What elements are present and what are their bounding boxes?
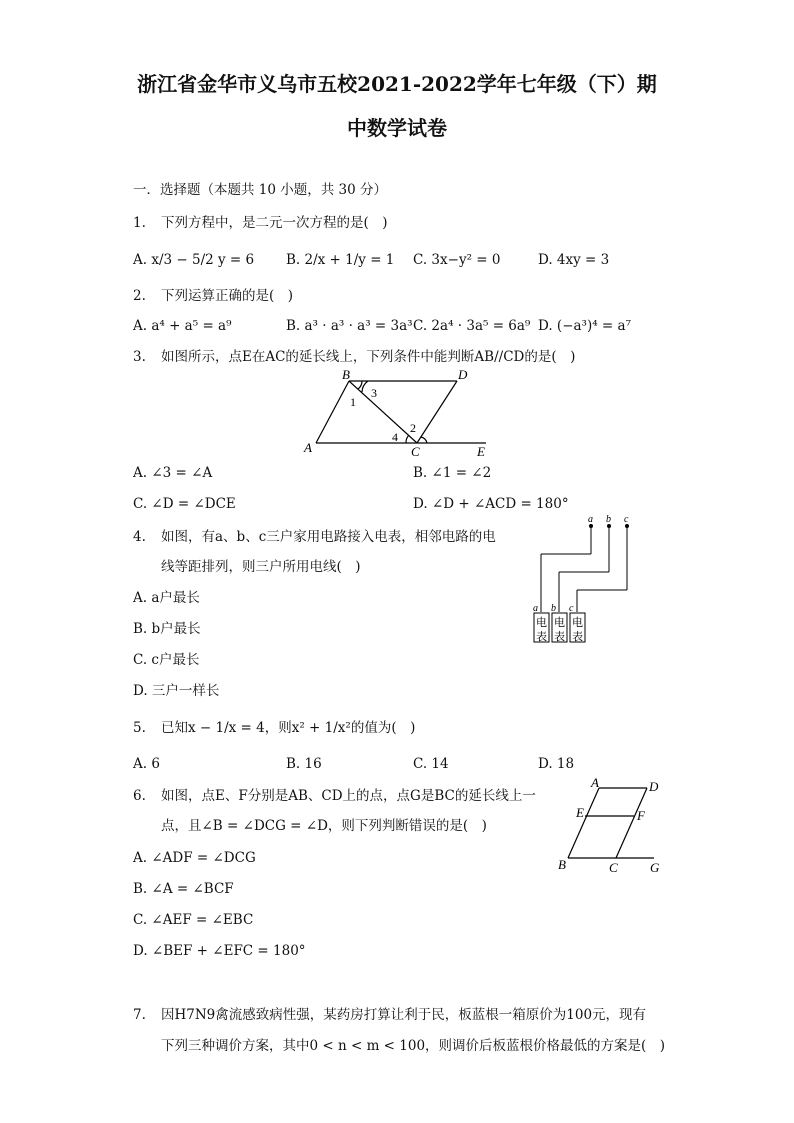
q3-label-a: A: [304, 440, 312, 455]
q2-option-a[interactable]: A. a⁴ + a⁵ = a⁹: [133, 318, 232, 334]
q5-option-c[interactable]: C. 14: [413, 756, 449, 772]
q3-label-b: B: [342, 368, 350, 382]
q3-angle-2: 2: [410, 421, 416, 435]
q4-meter-label-b: b: [551, 603, 556, 614]
q7-stem-line-1: 因H7N9禽流感致病性强，某药房打算让利于民，板蓝根一箱原价为100元，现有: [161, 1007, 647, 1023]
q4-meter-a-char-1: 电: [536, 617, 547, 629]
q1-option-a[interactable]: A. x/3 − 5/2 y = 6: [133, 252, 255, 268]
q6-label-c: C: [609, 860, 618, 875]
q4-meter-label-a: a: [533, 603, 538, 614]
q3-option-b[interactable]: B. ∠1 = ∠2: [413, 465, 492, 481]
q4-top-label-a: a: [588, 514, 593, 525]
q6-label-e: E: [576, 805, 584, 820]
section-heading: 一．选择题（本题共 10 小题，共 30 分）: [133, 182, 388, 198]
q1-option-c[interactable]: C. 3x−y² = 0: [413, 252, 501, 268]
q1-option-d[interactable]: D. 4xy = 3: [538, 252, 610, 268]
q3-angle-3: 3: [371, 386, 377, 400]
q3-stem: 如图所示，点E在AC的延长线上，下列条件中能判断AB//CD的是( ): [161, 349, 576, 365]
q4-meter-label-c: c: [569, 603, 574, 614]
q5-stem: 已知x − 1/x = 4，则x² + 1/x²的值为( ): [161, 720, 416, 736]
q7-number: 7.: [133, 1007, 146, 1023]
q6-option-b[interactable]: B. ∠A = ∠BCF: [133, 881, 234, 897]
q2-option-d[interactable]: D. (−a³)⁴ = a⁷: [538, 318, 631, 334]
q1-option-b[interactable]: B. 2/x + 1/y = 1: [286, 252, 395, 268]
q4-option-a[interactable]: A. a户最长: [133, 590, 200, 606]
q1-stem: 下列方程中，是二元一次方程的是( ): [161, 215, 388, 231]
q5-number: 5.: [133, 720, 146, 736]
q4-top-label-b: b: [606, 514, 611, 525]
q3-option-c[interactable]: C. ∠D = ∠DCE: [133, 496, 236, 512]
q3-option-a[interactable]: A. ∠3 = ∠A: [133, 465, 213, 481]
q4-stem-line-1: 如图，有a、b、c三户家用电路接入电表，相邻电路的电: [161, 529, 496, 545]
q6-label-f: F: [637, 808, 645, 823]
q3-label-e: E: [477, 444, 485, 459]
q4-meter-c-char-2: 表: [572, 631, 583, 643]
q3-label-d: D: [458, 368, 468, 382]
q5-option-b[interactable]: B. 16: [286, 756, 322, 772]
title-line-2: 中数学试卷: [347, 116, 447, 140]
q4-option-d[interactable]: D. 三户一样长: [133, 683, 220, 699]
q4-figure: [528, 514, 640, 646]
q4-number: 4.: [133, 529, 146, 545]
q4-stem-line-2: 线等距排列，则三户所用电线( ): [161, 559, 361, 575]
q3-angle-1: 1: [350, 395, 356, 409]
q6-option-a[interactable]: A. ∠ADF = ∠DCG: [133, 850, 256, 866]
q4-meter-a-char-2: 表: [536, 631, 547, 643]
q2-number: 2.: [133, 288, 146, 304]
q2-stem: 下列运算正确的是( ): [161, 288, 294, 304]
q6-label-b: B: [558, 857, 566, 872]
q3-option-d[interactable]: D. ∠D + ∠ACD = 180°: [413, 496, 569, 512]
q7-stem-line-2: 下列三种调价方案，其中0 < n < m < 100，则调价后板蓝根价格最低的方案是( ): [161, 1038, 666, 1054]
q6-option-c[interactable]: C. ∠AEF = ∠EBC: [133, 912, 254, 928]
q6-label-a: A: [591, 776, 599, 790]
title-line-1: 浙江省金华市义乌市五校2021-2022学年七年级（下）期: [137, 72, 657, 96]
q4-option-c[interactable]: C. c户最长: [133, 652, 200, 668]
q6-label-d: D: [649, 779, 659, 794]
q4-meter-c-char-1: 电: [572, 617, 583, 629]
q3-number: 3.: [133, 349, 146, 365]
q6-option-d[interactable]: D. ∠BEF + ∠EFC = 180°: [133, 943, 306, 959]
q4-meter-b-char-1: 电: [554, 617, 565, 629]
q6-stem-line-2: 点，且∠B = ∠DCG = ∠D，则下列判断错误的是( ): [161, 818, 487, 834]
q6-label-g: G: [650, 860, 660, 875]
q4-meter-b-char-2: 表: [554, 631, 565, 643]
q5-option-d[interactable]: D. 18: [538, 756, 575, 772]
q3-label-c: C: [411, 444, 420, 459]
q6-stem-line-1: 如图，点E、F分别是AB、CD上的点，点G是BC的延长线上一: [161, 788, 536, 804]
q2-option-c[interactable]: C. 2a⁴ · 3a⁵ = 6a⁹: [413, 318, 531, 334]
q5-option-a[interactable]: A. 6: [133, 756, 160, 772]
q3-figure: [300, 368, 500, 460]
q1-number: 1.: [133, 215, 146, 231]
q3-angle-4: 4: [392, 430, 398, 444]
q2-option-b[interactable]: B. a³ · a³ · a³ = 3a³: [286, 318, 413, 334]
q4-option-b[interactable]: B. b户最长: [133, 621, 201, 637]
q4-top-label-c: c: [624, 514, 629, 525]
q6-number: 6.: [133, 788, 146, 804]
q6-figure: [554, 776, 666, 876]
